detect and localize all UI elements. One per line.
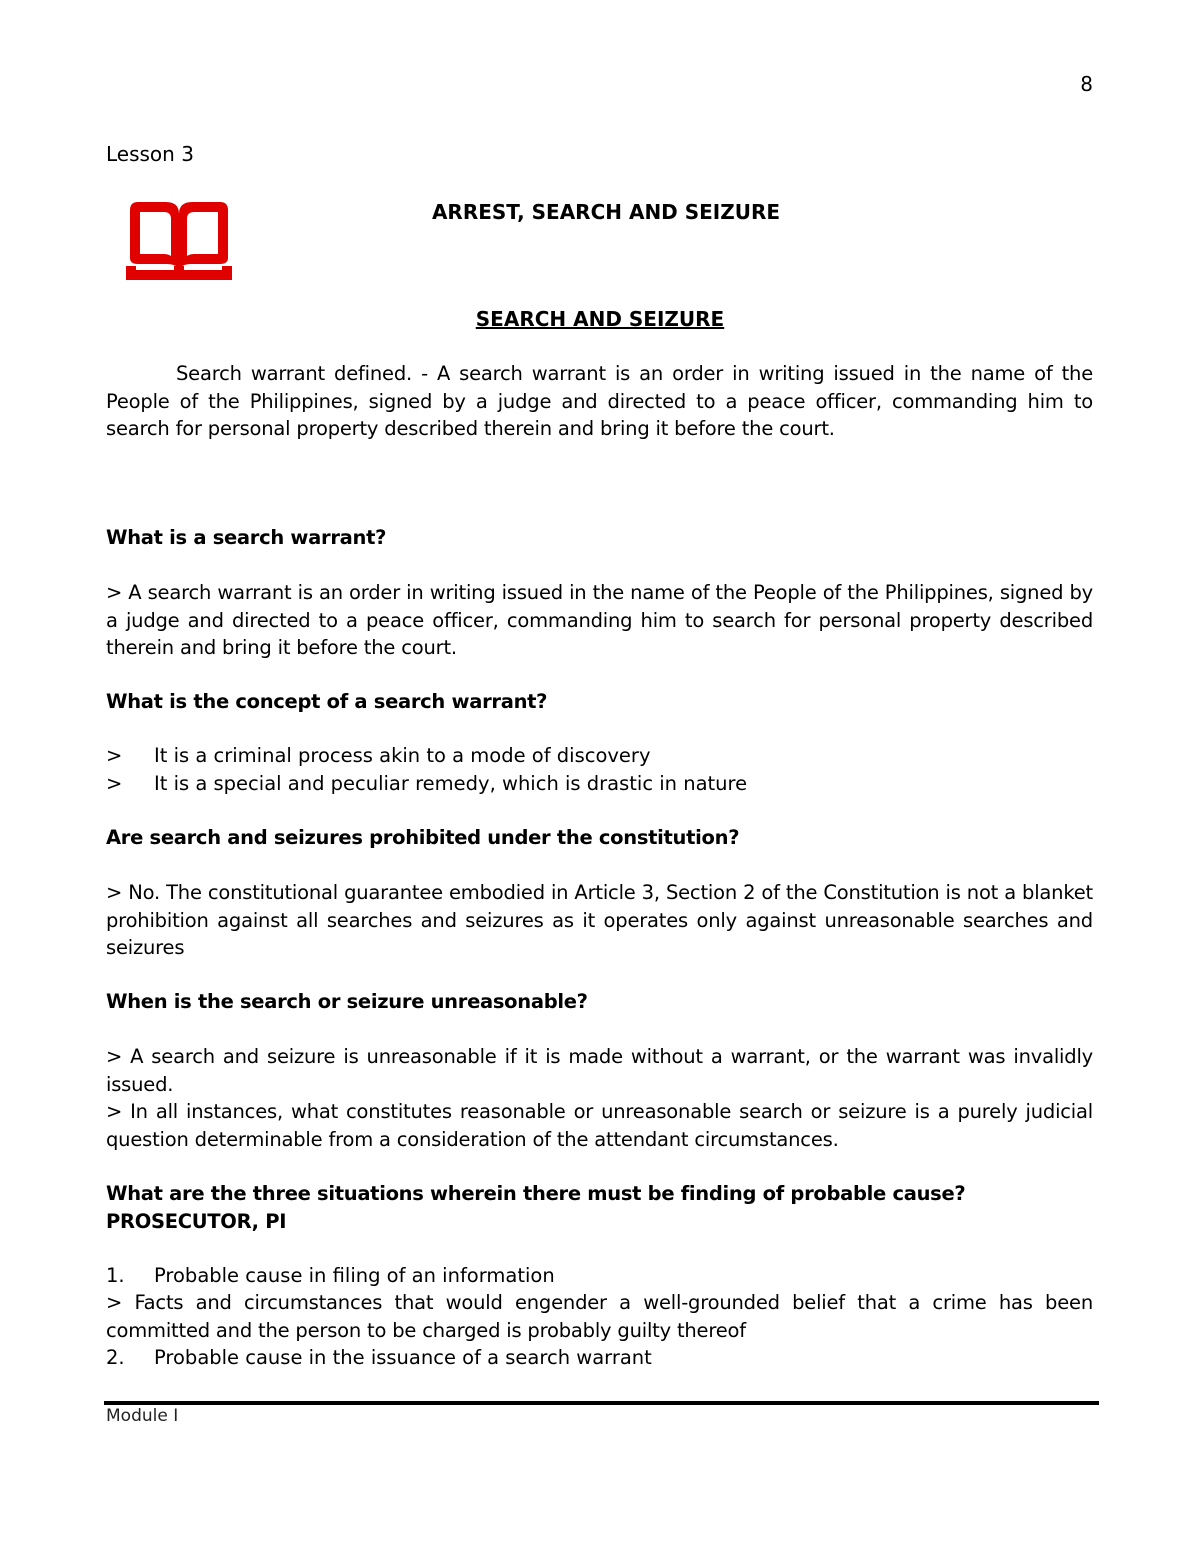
question-probable-cause: What are the three situations wherein there must be finding of probable cause? PROSECUTOR, PI <box>106 1182 966 1233</box>
chapter-title: ARREST, SEARCH AND SEIZURE <box>431 200 781 224</box>
list-number: 2. <box>106 1346 125 1369</box>
footer-module-label: Module I <box>106 1406 179 1426</box>
answer-unreasonable-1: > A search and seizure is unreasonable if it is made without a warrant, or the warrant was invalidly issued. <box>106 1045 1093 1096</box>
bullet-marker: > <box>106 744 123 767</box>
page-number: 8 <box>1080 72 1093 96</box>
answer-unreasonable-2: > In all instances, what constitutes reasonable or unreasonable search or seizure is a purely judicial question determinable from a consideration of the attendant circumstances. <box>106 1100 1093 1151</box>
list-item-text: It is a criminal process akin to a mode of discovery <box>154 744 651 767</box>
numbered-item-1-detail: > Facts and circumstances that would engender a well-grounded belief that a crime has been committed and the person to be charged is probably guilty thereof <box>106 1291 1093 1342</box>
list-item-text: Probable cause in the issuance of a search warrant <box>154 1346 652 1369</box>
list-item-text: It is a special and peculiar remedy, which is drastic in nature <box>154 772 748 795</box>
list-item-text: Probable cause in filing of an information <box>154 1264 555 1287</box>
numbered-item-2 <box>106 1344 652 1372</box>
question-search-prohibited: Are search and seizures prohibited under the constitution? <box>106 826 740 849</box>
list-item <box>106 742 650 770</box>
question-what-is-search-warrant: What is a search warrant? <box>106 526 387 549</box>
numbered-item-1 <box>106 1262 555 1290</box>
lesson-label: Lesson 3 <box>106 142 194 166</box>
section-title: SEARCH AND SEIZURE <box>475 307 725 331</box>
footer-divider <box>104 1401 1099 1405</box>
bullet-marker: > <box>106 772 123 795</box>
question-concept-search-warrant: What is the concept of a search warrant? <box>106 690 548 713</box>
intro-paragraph: Search warrant defined. - A search warrant is an order in writing issued in the name of the People of the Philippines, signed by a judge and directed to a peace officer, commanding him to search for personal property described therein and bring it before the court. <box>106 362 1093 441</box>
answer-what-is-search-warrant: > A search warrant is an order in writing issued in the name of the People of the Philippines, signed by a judge and directed to a peace officer, commanding him to search for personal property described therein and bring it before the court. <box>106 581 1093 660</box>
answer-search-prohibited: > No. The constitutional guarantee embodied in Article 3, Section 2 of the Constitution is not a blanket prohibition against all searches and seizures as it operates only against unreasonable searches and seizures <box>106 881 1093 960</box>
list-number: 1. <box>106 1264 125 1287</box>
list-item <box>106 770 747 798</box>
question-search-unreasonable: When is the search or seizure unreasonable? <box>106 990 588 1013</box>
